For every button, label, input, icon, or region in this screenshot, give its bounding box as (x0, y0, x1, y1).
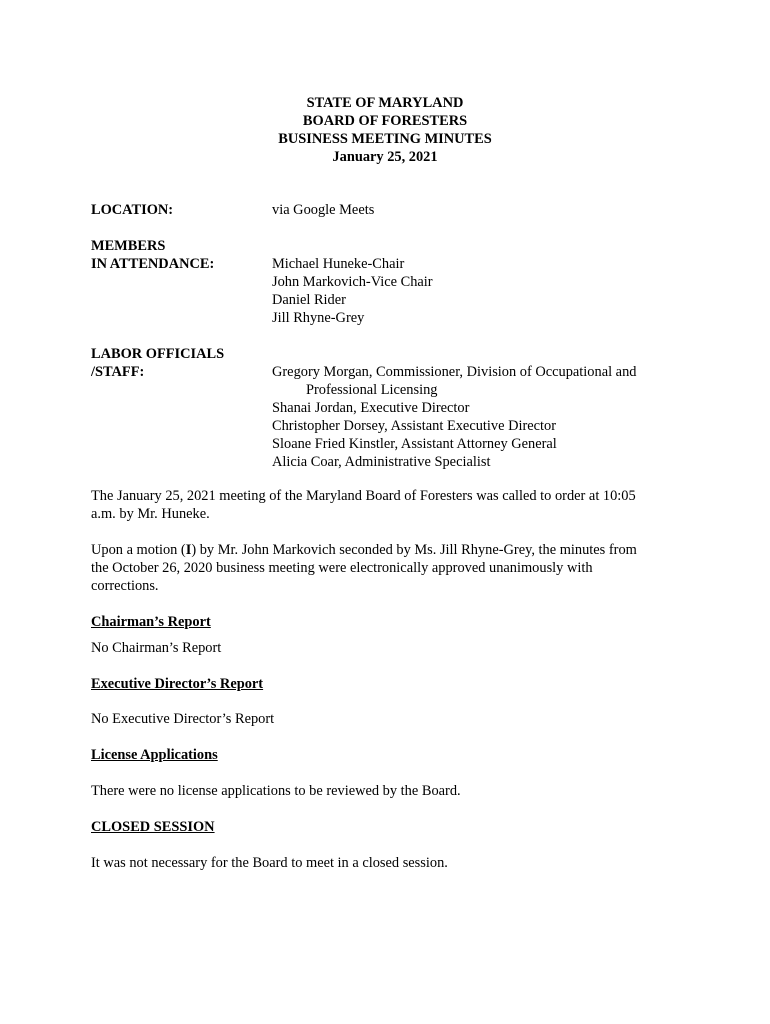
header-title: BUSINESS MEETING MINUTES (278, 131, 492, 147)
executive-director-report-body: No Executive Director’s Report (91, 711, 275, 727)
closed-session-body: It was not necessary for the Board to meet in a closed session. (91, 855, 448, 871)
member-name: Michael Huneke-Chair (272, 256, 405, 272)
license-applications-body: There were no license applications to be reviewed by the Board. (91, 783, 461, 799)
members-label-line1: MEMBERS (91, 238, 166, 254)
staff-label-line2: /STAFF: (91, 364, 145, 380)
chairman-report-body: No Chairman’s Report (91, 640, 222, 656)
member-name: John Markovich-Vice Chair (272, 274, 433, 290)
header-board: BOARD OF FORESTERS (302, 113, 468, 129)
staff-label (91, 345, 224, 381)
staff-entry: Alicia Coar, Administrative Specialist (272, 454, 491, 470)
call-to-order-line: a.m. by Mr. Huneke. (91, 506, 210, 522)
license-applications-heading: License Applications (91, 747, 218, 763)
member-name: Jill Rhyne-Grey (272, 310, 365, 326)
header-state: STATE OF MARYLAND (306, 95, 464, 111)
motion-line: corrections. (91, 578, 159, 594)
staff-label-line1: LABOR OFFICIALS (91, 346, 225, 362)
staff-entry: Sloane Fried Kinstler, Assistant Attorney General (272, 436, 557, 452)
motion-prefix: Upon a motion ( (91, 542, 186, 558)
member-name: Daniel Rider (272, 292, 346, 308)
call-to-order-line: The January 25, 2021 meeting of the Maryland Board of Foresters was called to order at 10:05 (91, 488, 636, 504)
motion-line: the October 26, 2020 business meeting were electronically approved unanimously with (91, 560, 593, 576)
location-label: LOCATION: (91, 202, 174, 218)
motion-suffix: ) by Mr. John Markovich seconded by Ms. Jill Rhyne-Grey, the minutes from (191, 542, 637, 558)
closed-session-heading: CLOSED SESSION (91, 819, 215, 835)
staff-entry: Christopher Dorsey, Assistant Executive Director (272, 418, 557, 434)
motion-marker: I (185, 542, 192, 558)
minutes-motion-paragraph (91, 541, 681, 595)
staff-entry: Gregory Morgan, Commissioner, Division of Occupational and (272, 364, 637, 380)
document-header (0, 94, 770, 166)
executive-director-report-heading: Executive Director’s Report (91, 676, 264, 692)
staff-entry-continuation: Professional Licensing (306, 382, 438, 398)
staff-list (272, 363, 636, 471)
members-list (272, 255, 433, 327)
header-date: January 25, 2021 (332, 149, 438, 165)
members-label (91, 237, 214, 273)
motion-line (91, 541, 681, 559)
chairman-report-heading: Chairman’s Report (91, 614, 211, 630)
members-label-line2: IN ATTENDANCE: (91, 256, 215, 272)
call-to-order-paragraph (91, 487, 681, 523)
staff-entry: Shanai Jordan, Executive Director (272, 400, 470, 416)
location-value: via Google Meets (272, 202, 375, 218)
